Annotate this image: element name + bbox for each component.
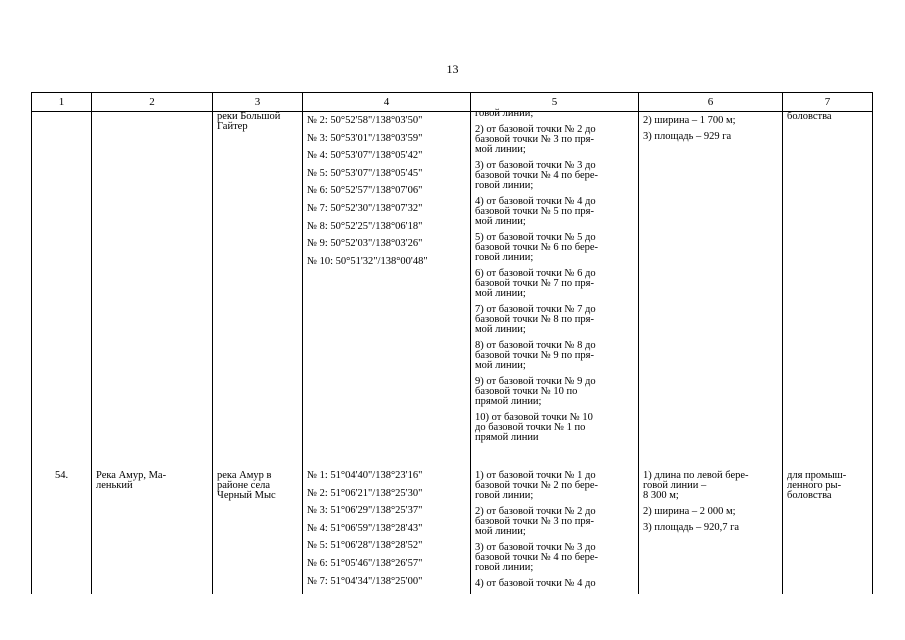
area-name (92, 112, 213, 470)
coordinate: № 5: 51°06'28"/138°28'52" (307, 540, 423, 552)
coordinate: № 2: 51°06'21"/138°25'30" (307, 487, 423, 499)
boundary-segment: говой линии; (475, 108, 534, 119)
dimension-item: 2) ширина – 1 700 м; (643, 115, 736, 126)
coordinate: № 6: 50°52'57"/138°07'06" (307, 185, 423, 197)
boundary-segment: 5) от базовой точки № 5 до базовой точки № 6 по бере- говой линии; (475, 232, 599, 263)
dimension-item: 3) площадь – 929 га (643, 131, 732, 142)
dimension-item: 2) ширина – 2 000 м; (643, 506, 736, 517)
coordinates-cell (303, 469, 471, 594)
coordinate: № 6: 51°05'46"/138°26'57" (307, 557, 423, 569)
dimension-item: 1) длина по левой бере- говой линии – 8 300 м; (643, 470, 749, 501)
header-col-1: 1 (32, 93, 92, 112)
coordinate: № 4: 50°53'07"/138°05'42" (307, 150, 423, 162)
dimensions-cell (639, 469, 783, 594)
dimensions-cell (639, 112, 783, 470)
coordinate: № 1: 51°04'40"/138°23'16" (307, 470, 423, 481)
boundary-segment: 1) от базовой точки № 1 до базовой точки № 2 по бере- говой линии; (475, 470, 599, 501)
coordinate: № 2: 50°52'58"/138°03'50" (307, 115, 423, 126)
coordinate: № 7: 50°52'30"/138°07'32" (307, 202, 423, 214)
header-col-2: 2 (92, 93, 213, 112)
header-col-7: 7 (783, 93, 873, 112)
coordinate: № 3: 50°53'01"/138°03'59" (307, 132, 423, 144)
coordinate: № 10: 50°51'32"/138°00'48" (307, 255, 428, 267)
boundary-segment: 10) от базовой точки № 10 до базовой точки № 1 по прямой линии (475, 412, 593, 443)
coordinate: № 9: 50°52'03"/138°03'26" (307, 238, 423, 250)
row-number (32, 112, 92, 470)
boundary-segment: 4) от базовой точки № 4 до (475, 578, 596, 589)
boundaries-cell (471, 469, 639, 594)
boundary-segment: 3) от базовой точки № 3 до базовой точки № 4 по бере- говой линии; (475, 160, 599, 191)
dimension-item: 3) площадь – 920,7 га (643, 522, 740, 533)
table-row (32, 469, 873, 594)
boundary-segment: 2) от базовой точки № 2 до базовой точки № 3 по пря- мой линии; (475, 124, 596, 155)
header-row (32, 93, 873, 112)
boundary-segment: 7) от базовой точки № 7 до базовой точки № 8 по пря- мой линии; (475, 304, 596, 335)
boundary-segment: 6) от базовой точки № 6 до базовой точки № 7 по пря- мой линии; (475, 268, 596, 299)
coordinates-cell (303, 112, 471, 470)
coordinate: № 4: 51°06'59"/138°28'43" (307, 522, 423, 534)
coordinate: № 3: 51°06'29"/138°25'37" (307, 505, 423, 517)
area-location: река Амур в районе села Черный Мыс (213, 469, 303, 594)
header-col-6: 6 (639, 93, 783, 112)
header-col-5: 5 (471, 93, 639, 112)
purpose-cell: для промыш- ленного ры- боловства (783, 469, 873, 594)
coordinate: № 8: 50°52'25"/138°06'18" (307, 220, 423, 232)
coordinate: № 5: 50°53'07"/138°05'45" (307, 167, 423, 179)
row-number: 54. (32, 469, 92, 594)
boundaries-cell (471, 108, 639, 470)
fishing-areas-table (31, 92, 873, 594)
boundary-segment: 9) от базовой точки № 9 до базовой точки № 10 по прямой линии; (475, 376, 596, 407)
boundary-segment: 2) от базовой точки № 2 до базовой точки № 3 по пря- мой линии; (475, 506, 596, 537)
boundary-segment: 8) от базовой точки № 8 до базовой точки № 9 по пря- мой линии; (475, 340, 596, 371)
coordinate: № 7: 51°04'34"/138°25'00" (307, 575, 423, 587)
area-location: реки Большой Гайтер (213, 112, 303, 470)
boundary-segment: 3) от базовой точки № 3 до базовой точки № 4 по бере- говой линии; (475, 542, 599, 573)
table-row (32, 112, 873, 470)
header-col-3: 3 (213, 93, 303, 112)
header-col-4: 4 (303, 93, 471, 112)
purpose-cell: боловства (783, 112, 873, 470)
page-number: 13 (446, 62, 459, 76)
boundary-segment: 4) от базовой точки № 4 до базовой точки № 5 по пря- мой линии; (475, 196, 596, 227)
area-name: Река Амур, Ма- ленький (92, 469, 213, 594)
